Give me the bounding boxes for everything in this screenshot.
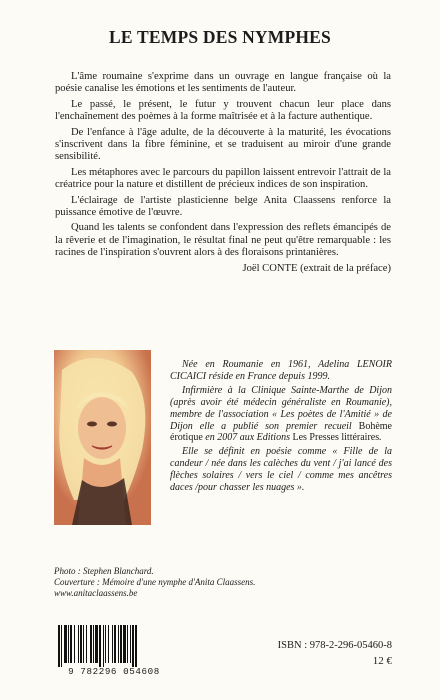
author-portrait-image — [54, 350, 151, 525]
barcode-bar — [86, 625, 87, 663]
preface-signature: Joël CONTE (extrait de la préface) — [242, 262, 391, 274]
preface-excerpt — [55, 71, 391, 278]
barcode-bar — [68, 625, 69, 663]
barcode-bar — [103, 625, 104, 667]
barcode-bar — [112, 625, 113, 663]
bio-text: . — [379, 432, 382, 444]
price: 12 € — [372, 655, 392, 667]
preface-paragraph: L'âme roumaine s'exprime dans un ouvrage en langue française où la poésie canalise les émotions et les sentiments de l'auteur. — [55, 71, 391, 95]
author-biography — [170, 359, 392, 496]
barcode-bar — [123, 625, 126, 663]
barcode-bar — [120, 625, 122, 663]
preface-paragraph: Quand les talents se confondent dans l'expression des reflets émancipés de la rêverie et de l'imagination, le résultat final ne peut qu'être remarquable : les racines de l'inspiration s'ouvrent alors à des floraisons printanières. — [55, 222, 391, 259]
barcode-bar — [70, 625, 72, 663]
barcode-bar — [90, 625, 92, 663]
preface-paragraph: Le passé, le présent, le futur y trouvent chacun leur place dans l'enchaînement des poèmes à la forme maîtrisée et à la facture authentique. — [55, 98, 391, 123]
barcode-bar — [61, 625, 62, 667]
barcode-bar — [74, 625, 75, 663]
barcode-bar — [95, 625, 98, 663]
barcode-bar — [93, 625, 94, 663]
bio-paragraph: Elle se définit en poésie comme « Fille de la candeur / née dans les calèches du vent / j'ai lancé des flèches solaires / vers le ciel / comme mes ancêtres daces /pour chasser les nuages ». — [170, 446, 392, 494]
isbn: ISBN : 978-2-296-05460-8 — [277, 640, 392, 651]
bio-paragraph: Née en Roumanie en 1961, Adelina LENOIR CICAICI réside en France depuis 1999. — [170, 359, 392, 382]
barcode-bar — [127, 625, 128, 663]
barcode-bar — [118, 625, 119, 663]
cover-credit: Couverture : Mémoire d'une nymphe d'Anita Claassens. — [54, 577, 256, 587]
barcode-bar — [80, 625, 82, 663]
barcode-bar — [108, 625, 109, 663]
publisher-reference: Les Presses littéraires — [292, 432, 380, 444]
photo-credit: Photo : Stephen Blanchard. — [54, 566, 154, 576]
bio-text: en 2007 aux Editions — [202, 432, 293, 444]
barcode-bar — [114, 625, 116, 663]
credits — [54, 566, 374, 599]
bio-text: Infirmière à la Clinique Sainte-Marthe de Dijon (après avoir été médecin généraliste en Roumanie), membre de l'association « Les poètes de l'Amitié » de Dijon elle a publié son premier recueil — [170, 384, 392, 432]
bio-paragraph — [170, 385, 392, 445]
barcode — [54, 625, 174, 680]
book-reference: Bohème érotique — [170, 420, 392, 444]
author-photo — [54, 350, 151, 525]
barcode-digits: 9 782296 054608 — [68, 666, 160, 677]
barcode-bar — [78, 625, 79, 663]
preface-paragraph: L'éclairage de l'artiste plasticienne belge Anita Claassens renforce la puissance émotive de l'œuvre. — [55, 194, 391, 219]
book-title: LE TEMPS DES NYMPHES — [109, 27, 331, 47]
barcode-bar — [132, 625, 134, 667]
barcode-bar — [105, 625, 106, 663]
barcode-bar — [58, 625, 60, 667]
barcode-bar — [135, 625, 137, 667]
preface-paragraph: De l'enfance à l'âge adulte, de la découverte à la maturité, les évocations s'inscrivent dans la fibre féminine, et se traduisent au miroir d'une grande sensibilité. — [55, 126, 391, 163]
barcode-bar — [83, 625, 84, 663]
preface-paragraph: Les métaphores avec le parcours du papillon laissent entrevoir l'attrait de la créatrice pour la nature et distillent de précieux indices de son inspiration. — [55, 166, 391, 191]
website-link[interactable]: www.anitaclaassens.be — [54, 588, 138, 598]
barcode-bar — [130, 625, 131, 663]
barcode-bars — [54, 625, 174, 667]
barcode-bar — [99, 625, 101, 667]
barcode-bar — [64, 625, 67, 663]
